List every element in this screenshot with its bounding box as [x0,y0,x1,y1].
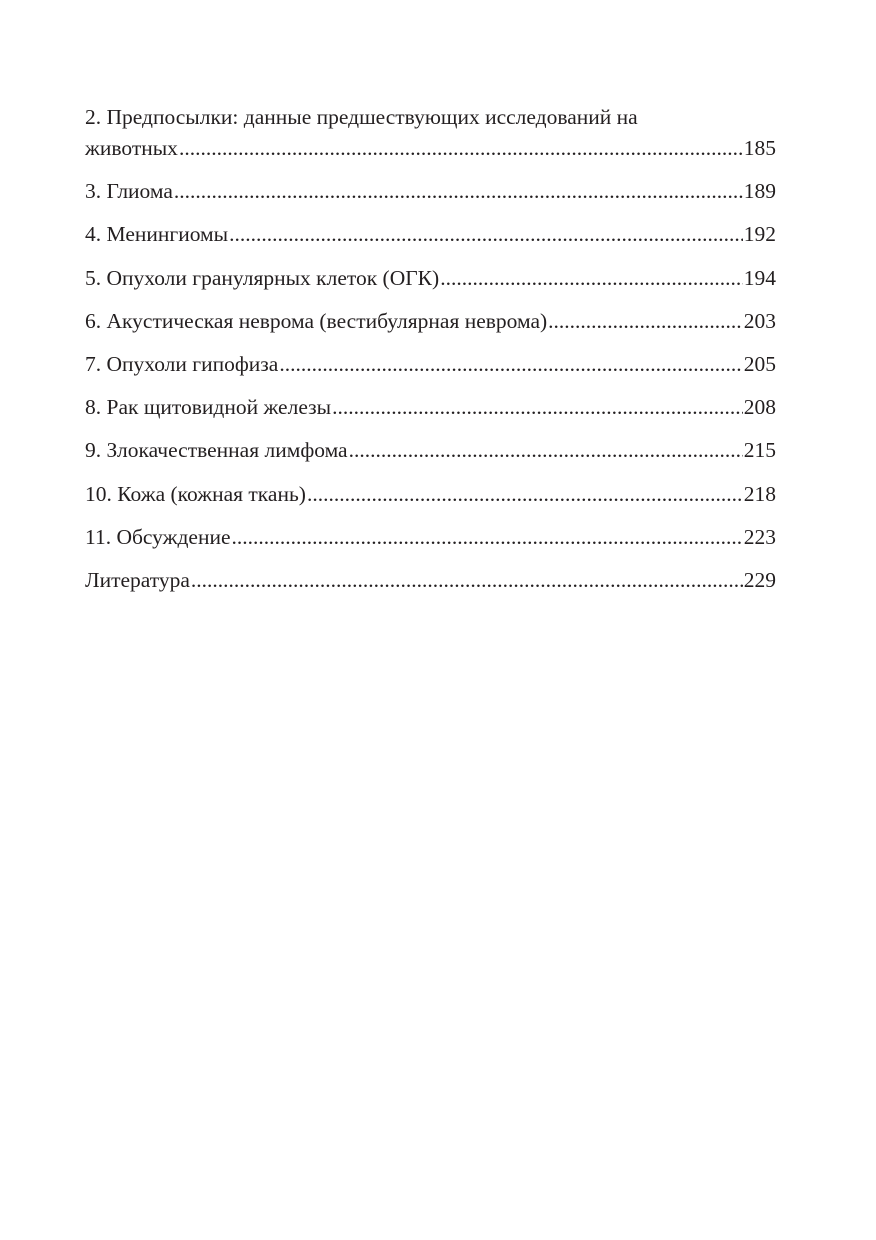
table-of-contents [85,102,776,608]
dot-leader [307,479,743,510]
toc-entry[interactable] [85,392,776,423]
toc-entry-page-number: 229 [743,567,776,592]
dot-leader [191,565,743,596]
dot-leader [179,133,743,164]
toc-entry-title: 5. Опухоли гранулярных клеток (ОГК) [85,265,440,290]
toc-entry[interactable] [85,263,776,294]
dot-leader [174,176,743,207]
toc-entry-title: животных [85,136,178,160]
toc-entry[interactable] [85,306,776,337]
dot-leader [349,435,743,466]
dot-leader [229,219,743,250]
toc-entry-title: 7. Опухоли гипофиза [85,351,279,376]
toc-entry-page-number: 215 [743,438,776,463]
toc-entry-page-number: 218 [743,481,776,506]
dot-leader [440,263,743,294]
toc-entry[interactable] [85,522,776,553]
toc-entry-title: 3. Глиома [85,179,173,204]
toc-entry-page-number: 208 [743,395,776,420]
dot-leader [332,392,743,423]
toc-entry-page-number: 189 [743,179,776,204]
toc-entry[interactable] [85,565,776,596]
toc-entry-title: 11. Обсуждение [85,524,231,549]
toc-entry-title: 4. Менингиомы [85,222,229,247]
toc-entry-title: 10. Кожа (кожная ткань) [85,481,306,506]
toc-entry-page-number: 205 [743,351,776,376]
toc-entry-title: Литература [85,567,190,592]
toc-entry-title: 8. Рак щитовидной железы [85,395,332,420]
toc-entry-title: 9. Злокачественная лимфома [85,438,348,463]
toc-entry-page-number: 203 [743,308,776,333]
dot-leader [232,522,743,553]
toc-entry-title-line1: 2. Предпосылки: данные предшествующих исследований на [85,105,638,129]
toc-entry[interactable] [85,435,776,466]
toc-entry-page-number: 223 [743,524,776,549]
toc-entry-page-number: 194 [743,265,776,290]
toc-entry-page-number: 185 [743,136,776,160]
toc-entry-page-number: 192 [743,222,776,247]
toc-entry[interactable] [85,479,776,510]
toc-entry[interactable] [85,102,776,164]
toc-entry[interactable] [85,219,776,250]
toc-entry[interactable] [85,176,776,207]
toc-entry[interactable] [85,349,776,380]
dot-leader [279,349,742,380]
toc-entry-title: 6. Акустическая неврома (вестибулярная неврома) [85,308,548,333]
dot-leader [548,306,743,337]
